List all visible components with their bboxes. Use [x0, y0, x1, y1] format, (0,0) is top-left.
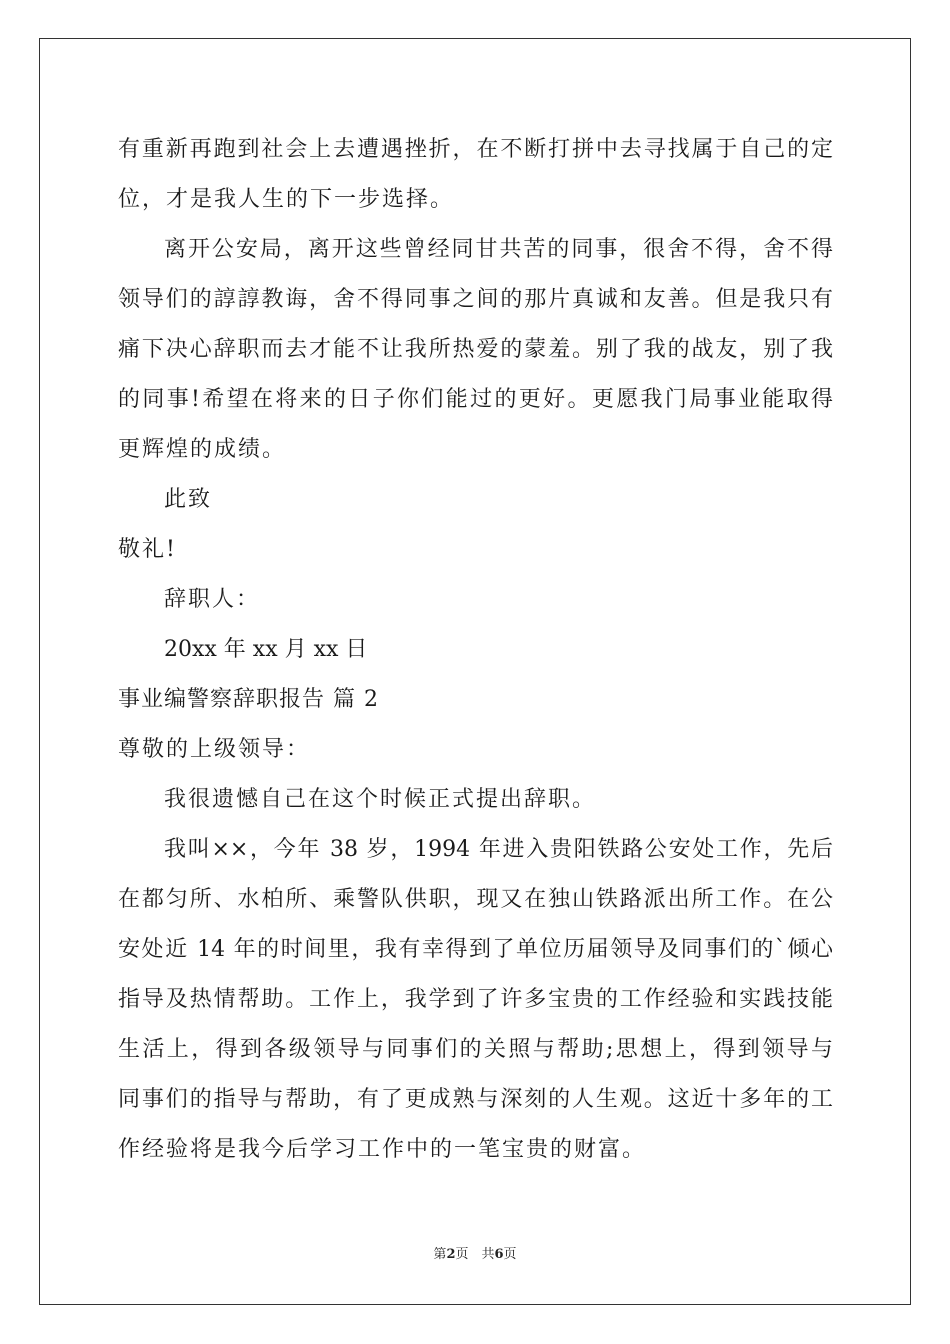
- body-line: 安处近 14 年的时间里，我有幸得到了单位历届领导及同事们的`倾心: [118, 937, 833, 962]
- section-title: 事业编警察辞职报告 篇 2: [118, 687, 379, 712]
- body-line: 领导们的諄諄教诲，舍不得同事之间的那片真诚和友善。但是我只有: [118, 287, 833, 312]
- closing-respect: 敬礼!: [118, 537, 177, 562]
- body-line: 位，才是我人生的下一步选择。: [118, 187, 455, 212]
- page-suffix: 页: [503, 1247, 517, 1262]
- page-prefix: 第: [433, 1247, 447, 1262]
- signature-label: 辞职人：: [164, 587, 261, 612]
- body-line: 同事们的指导与帮助，有了更成熟与深刻的人生观。这近十多年的工: [118, 1087, 833, 1112]
- current-page-number: 2: [446, 1247, 456, 1262]
- body-line: 指导及热情帮助。工作上，我学到了许多宝贵的工作经验和实践技能: [118, 987, 833, 1012]
- total-page-number: 6: [494, 1247, 504, 1262]
- body-line: 离开公安局，离开这些曾经同甘共苦的同事，很舍不得，舍不得: [164, 237, 833, 262]
- body-line: 我叫××，今年 38 岁，1994 年进入贵阳铁路公安处工作，先后: [164, 837, 833, 862]
- greeting: 尊敬的上级领导：: [118, 737, 311, 762]
- page-middle: 页 共: [455, 1247, 495, 1262]
- body-line: 痛下决心辞职而去才能不让我所热爱的蒙羞。别了我的战友，别了我: [118, 337, 833, 362]
- body-line: 更辉煌的成绩。: [118, 437, 287, 462]
- date-line: 20xx 年 xx 月 xx 日: [164, 637, 368, 662]
- body-line: 在都匀所、水柏所、乘警队供职，现又在独山铁路派出所工作。在公: [118, 887, 833, 912]
- body-line: 生活上，得到各级领导与同事们的关照与帮助;思想上，得到领导与: [118, 1037, 833, 1062]
- body-line: 我很遗憾自己在这个时候正式提出辞职。: [164, 787, 597, 812]
- closing-salutation: 此致: [164, 487, 213, 512]
- page-number-footer: [0, 1247, 950, 1263]
- body-line: 作经验将是我今后学习工作中的一笔宝贵的财富。: [118, 1137, 647, 1162]
- body-line: 的同事!希望在将来的日子你们能过的更好。更愿我门局事业能取得: [118, 387, 833, 412]
- body-line: 有重新再跑到社会上去遭遇挫折，在不断打拼中去寻找属于自己的定: [118, 137, 833, 162]
